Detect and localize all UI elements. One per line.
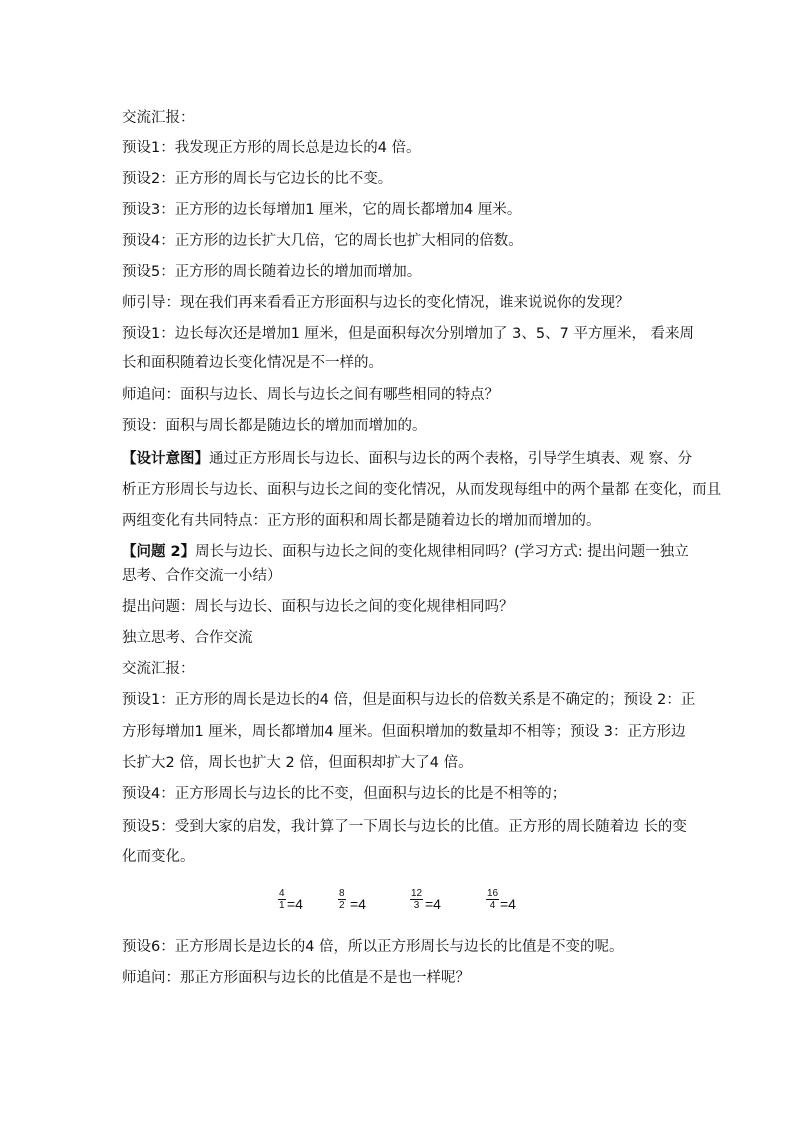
question-2-text: 周长与边长、面积与边长之间的变化规律相同吗？(学习方式: 提出问题一独立 xyxy=(195,544,689,560)
design-intent-line xyxy=(122,449,712,469)
text-line: 交流汇报： xyxy=(122,661,195,677)
denominator: 1 xyxy=(279,900,285,911)
numerator: 12 xyxy=(411,888,423,899)
text-line: 独立思考、合作交流 xyxy=(122,630,253,646)
text-line: 预设4：正方形周长与边长的比不变，但面积与边长的比是不相等的； xyxy=(122,786,567,802)
text-line: 思考、合作交流一小结） xyxy=(122,568,282,584)
question-2-line xyxy=(122,542,712,562)
text-line: 师追问：面积与边长、周长与边长之间有哪些相同的特点？ xyxy=(122,387,499,403)
fraction xyxy=(410,888,423,911)
text-line: 预设4：正方形的边长扩大几倍，它的周长也扩大相同的倍数。 xyxy=(122,233,523,249)
text-line: 长扩大2 倍，周长也扩大 2 倍，但面积却扩大了4 倍。 xyxy=(122,755,473,771)
design-intent-tag: 【设计意图】 xyxy=(122,451,209,467)
text-line: 预设1：我发现正方形的周长总是边长的4 倍。 xyxy=(122,140,421,156)
numerator: 8 xyxy=(339,888,345,899)
fraction xyxy=(486,888,499,911)
text-line: 师引导：现在我们再来看看正方形面积与边长的变化情况，谁来说说你的发现？ xyxy=(122,295,630,311)
text-line: 长和面积随着边长变化情况是不一样的。 xyxy=(122,355,383,371)
text-line: 预设5：正方形的周长随着边长的增加而增加。 xyxy=(122,264,422,280)
text-line: 预设5：受到大家的启发，我计算了一下周长与边长的比值。正方形的周长随着边 长的变 xyxy=(122,819,687,835)
equals-result: =4 xyxy=(425,896,441,912)
text-line: 化而变化。 xyxy=(122,849,195,865)
fraction xyxy=(338,888,346,911)
fraction xyxy=(278,888,286,911)
text-line: 提出问题：周长与边长、面积与边长之间的变化规律相同吗？ xyxy=(122,599,514,615)
denominator: 2 xyxy=(339,900,345,911)
text-line: 师追问：那正方形面积与边长的比值是不是也一样呢？ xyxy=(122,970,470,986)
text-line: 预设3：正方形的边长每增加1 厘米，它的周长都增加4 厘米。 xyxy=(122,202,522,218)
text-line: 预设1：边长每次还是增加1 厘米，但是面积每次分别增加了 3、5、7 平方厘米， 看来周 xyxy=(122,326,695,342)
text-line: 析正方形周长与边长、面积与边长之间的变化情况，从而发现每组中的两个量都 在变化，而且 xyxy=(122,482,722,498)
equals-result: =4 xyxy=(500,896,516,912)
ratio-formula xyxy=(270,885,530,919)
text-line: 预设1：正方形的周长是边长的4 倍，但是面积与边长的倍数关系是不确定的；预设 2：正 xyxy=(122,692,696,708)
text-line: 两组变化有共同特点：正方形的面积和周长都是随着边长的增加而增加的。 xyxy=(122,513,601,529)
denominator: 4 xyxy=(489,900,496,911)
text-line: 交流汇报： xyxy=(122,110,195,126)
design-intent-text: 通过正方形周长与边长、面积与边长的两个表格，引导学生填表、观 察、分 xyxy=(209,451,693,467)
numerator: 4 xyxy=(279,888,285,899)
text-line: 预设2：正方形的周长与它边长的比不变。 xyxy=(122,171,393,187)
denominator: 3 xyxy=(413,900,420,911)
numerator: 16 xyxy=(487,888,499,899)
text-line: 预设6：正方形周长是边长的4 倍，所以正方形周长与边长的比值是不变的呢。 xyxy=(122,939,624,955)
equals-result: =4 xyxy=(287,896,303,912)
text-line: 方形每增加1 厘米，周长都增加4 厘米。但面积增加的数量却不相等；预设 3：正方形边 xyxy=(122,724,686,740)
question-2-tag: 【问题 2】 xyxy=(122,544,196,560)
text-line: 预设：面积与周长都是随边长的增加而增加的。 xyxy=(122,418,427,434)
equals-result: =4 xyxy=(350,896,366,912)
